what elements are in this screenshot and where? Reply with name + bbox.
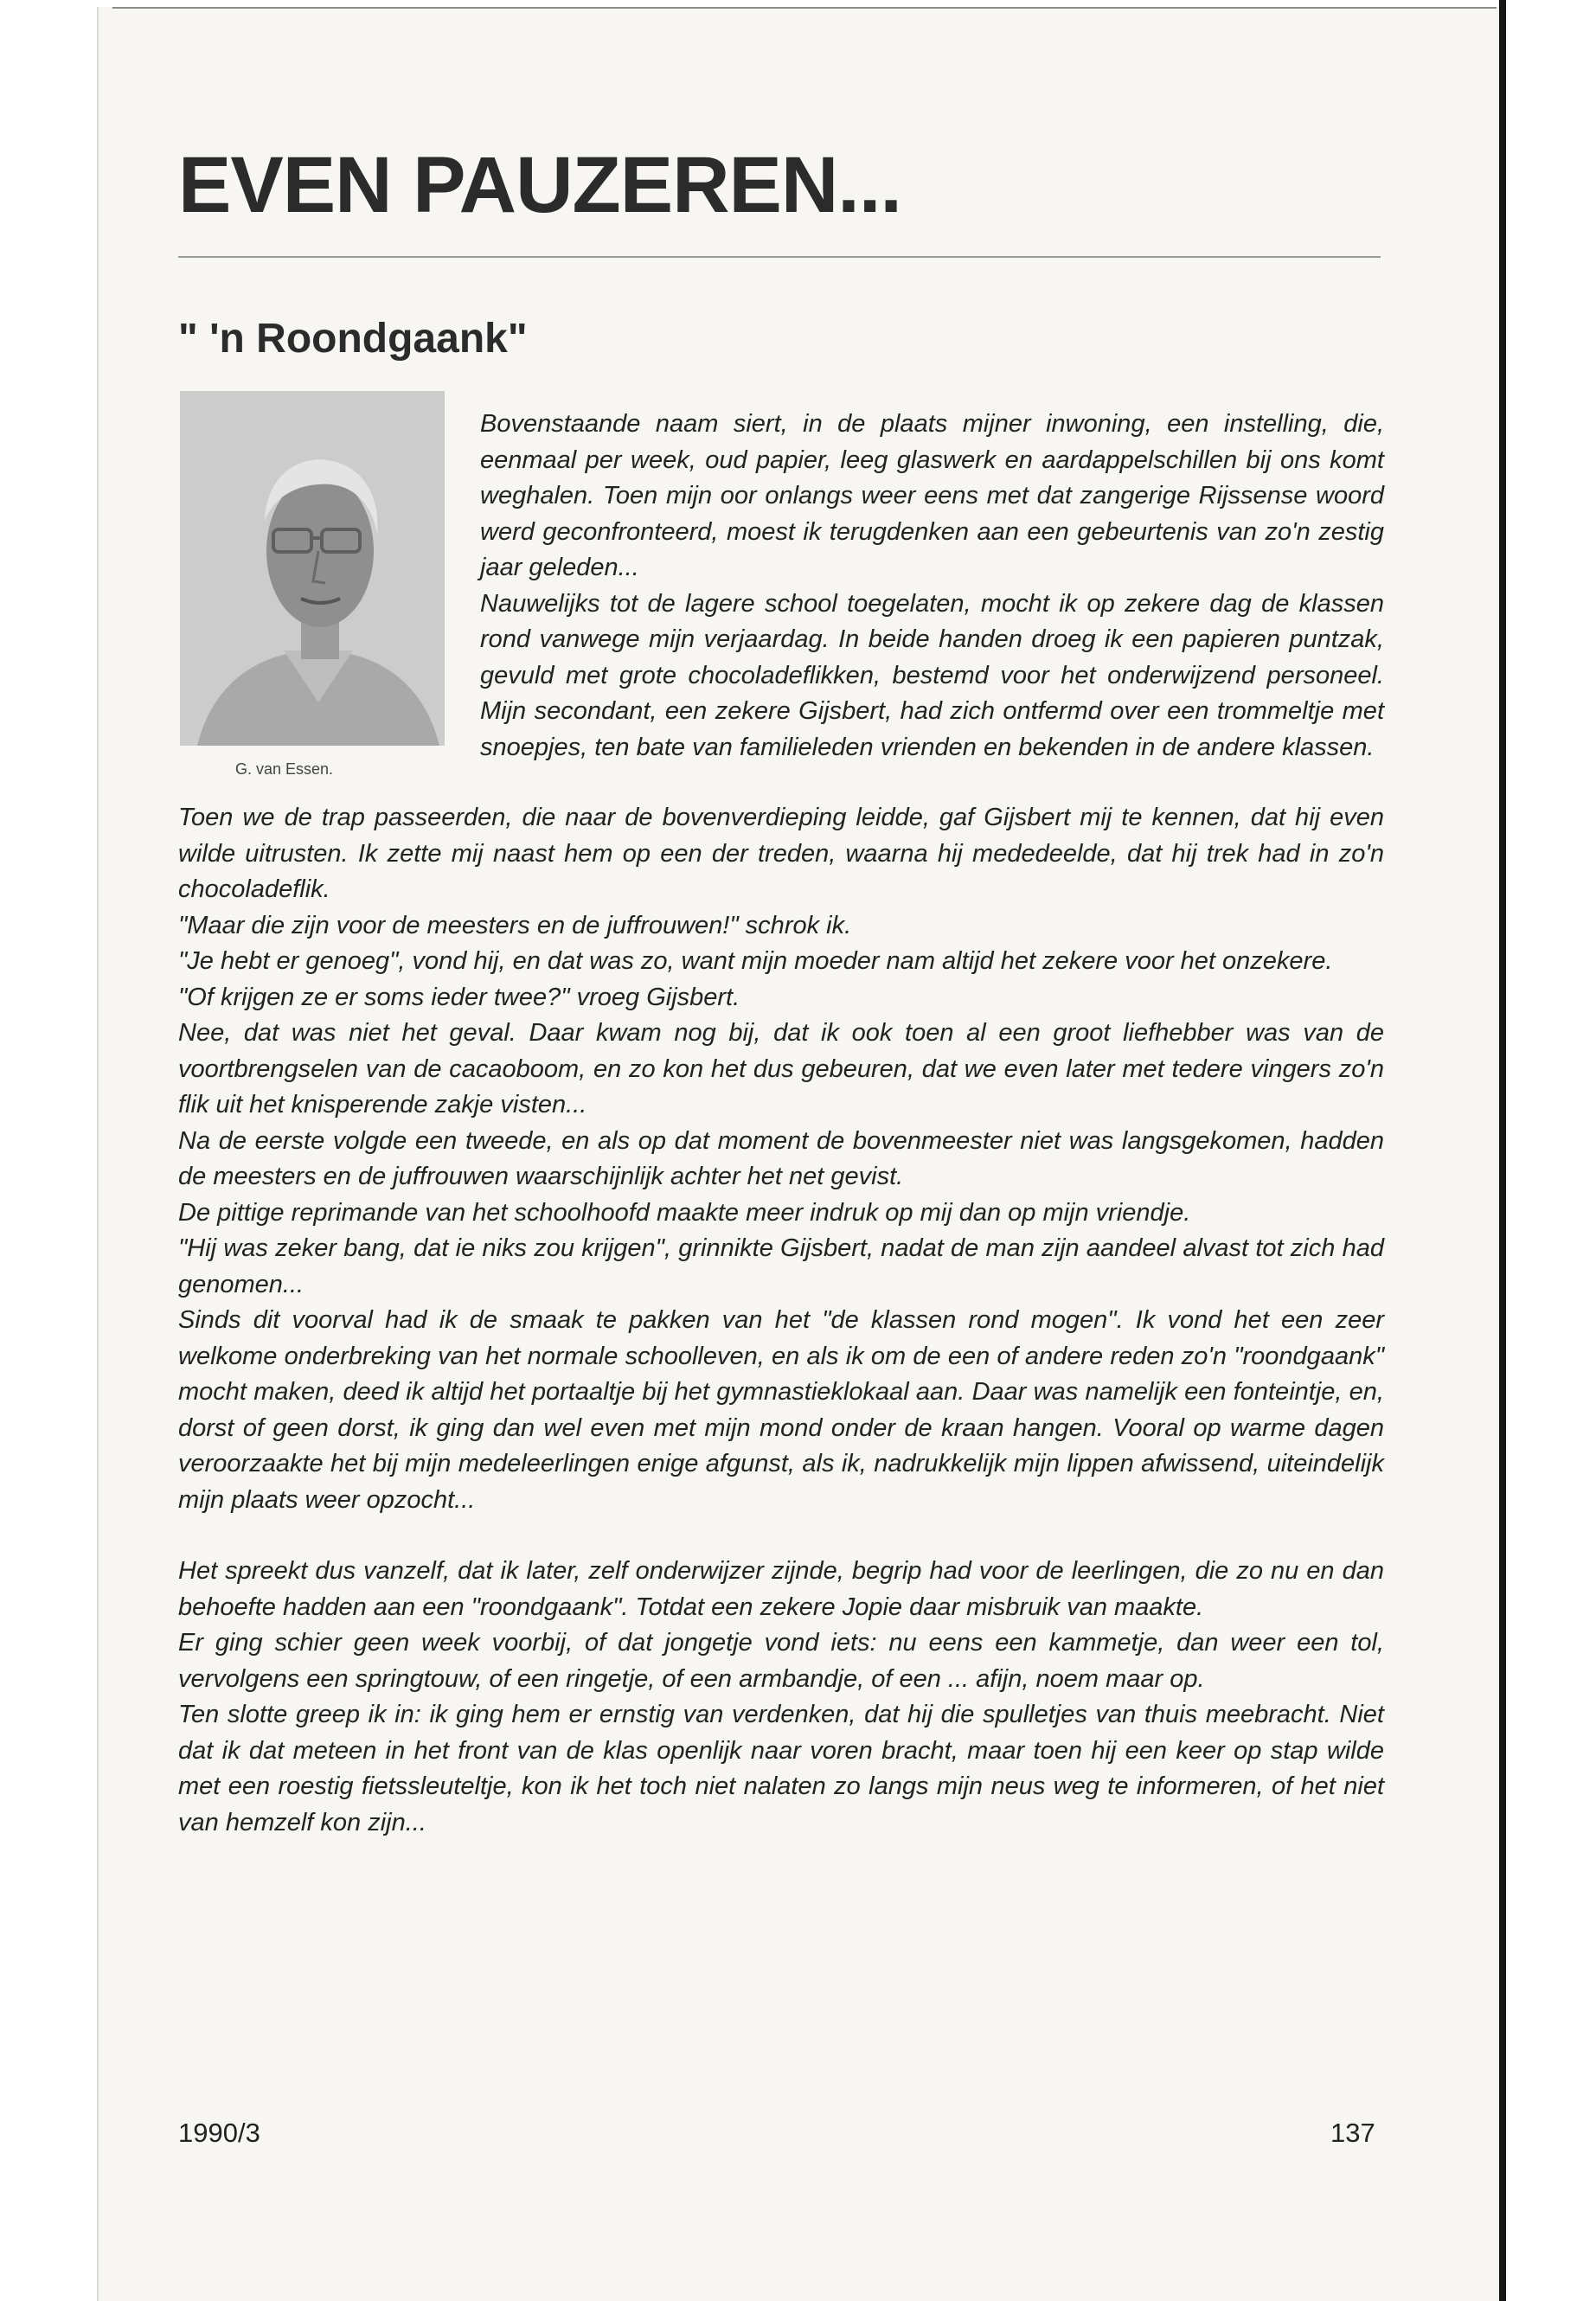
title-divider <box>178 256 1381 258</box>
author-portrait <box>180 391 445 746</box>
paragraph: "Je hebt er genoeg", vond hij, en dat was zo, want mijn moeder nam altijd het zekere voor het onzekere. <box>178 947 1333 975</box>
paragraph: Toen we de trap passeerden, die naar de bovenverdieping leidde, gaf Gijsbert mij te kennen, dat hij even wilde uitrusten. Ik zette mij naast hem op een der treden, waarna hij mededeelde, dat hij trek had in zo'n chocoladeflik. <box>178 804 1384 903</box>
paragraph: De pittige reprimande van het schoolhoofd maakte meer indruk op mij dan op mijn vriendje. <box>178 1198 1191 1227</box>
issue-number: 1990/3 <box>178 2118 260 2148</box>
paragraph: Er ging schier geen week voorbij, of dat jongetje vond iets: nu eens een kammetje, dan weer een tol, vervolgens een springtouw, of een ringetje, of een armbandje, of een ... afijn, noem maar op. <box>178 1629 1384 1693</box>
paragraph: Nee, dat was niet het geval. Daar kwam nog bij, dat ik ook toen al een groot liefhebber was van de voortbrengselen van de cacaoboom, en zo kon het dus gebeuren, dat we even later met tedere vingers zo'n flik uit het knisperende zakje visten... <box>178 1019 1384 1118</box>
page-title: EVEN PAUZEREN... <box>178 141 901 229</box>
right-edge-bar <box>1499 0 1506 2301</box>
portrait-illustration <box>180 391 445 746</box>
article-body <box>178 800 1384 1841</box>
paragraph: Het spreekt dus vanzelf, dat ik later, zelf onderwijzer zijnde, begrip had voor de leerlingen, die zo nu en dan behoefte hadden aan een "roondgaank". Totdat een zekere Jopie daar misbruik van maakte. <box>178 1557 1384 1621</box>
paragraph: Nauwelijks tot de lagere school toegelaten, mocht ik op zekere dag de klassen rond vanwege mijn verjaardag. In beide handen droeg ik een papieren puntzak, gevuld met grote chocoladeflikken, bestemd voor het onderwijzend personeel. Mijn secondant, een zekere Gijsbert, had zich ontfermd over een trommeltje met snoepjes, ten bate van familieleden vrienden en bekenden in de andere klassen. <box>480 589 1384 761</box>
paragraph: Sinds dit voorval had ik de smaak te pakken van het "de klassen rond mogen". Ik vond het een zeer welkome onderbreking van het normale schoolleven, en als ik om de een of andere reden zo'n "roondgaank" mocht maken, deed ik altijd het portaaltje bij het gymnastieklokaal aan. Daar was namelijk een fonteintje, en, dorst of geen dorst, ik ging dan wel even met mijn mond onder de kraan hangen. Vooral op warme dagen veroorzaakte het bij mijn medeleerlingen enige afgunst, als ik, nadrukkelijk mijn lippen afwissend, uiteindelijk mijn plaats weer opzocht... <box>178 1306 1384 1514</box>
photo-caption: G. van Essen. <box>235 760 334 778</box>
page-number: 137 <box>1330 2118 1375 2148</box>
paragraph: "Hij was zeker bang, dat ie niks zou krijgen", grinnikte Gijsbert, nadat de man zijn aandeel alvast tot zich had genomen... <box>178 1234 1384 1298</box>
paragraph: Ten slotte greep ik in: ik ging hem er ernstig van verdenken, dat hij die spulletjes van thuis meebracht. Niet dat ik dat meteen in het front van de klas openlijk naar voren bracht, maar toen hij een keer op stap wilde met een roestig fietssleuteltje, kon ik het toch niet nalaten zo langs mijn neus weg te informeren, of het niet van hemzelf kon zijn... <box>178 1701 1384 1836</box>
top-edge-line <box>112 7 1497 9</box>
article-subtitle: " 'n Roondgaank" <box>178 316 528 362</box>
intro-text <box>480 407 1384 766</box>
paragraph: "Of krijgen ze er soms ieder twee?" vroeg Gijsbert. <box>178 983 740 1011</box>
paragraph: Na de eerste volgde een tweede, en als op dat moment de bovenmeester niet was langsgekomen, hadden de meesters en de juffrouwen waarschijnlijk achter het net gevist. <box>178 1126 1384 1190</box>
paragraph: Bovenstaande naam siert, in de plaats mijner inwoning, een instelling, die, eenmaal per week, oud papier, leeg glaswerk en aardappelschillen bij ons komt weghalen. Toen mijn oor onlangs weer eens met dat zangerige Rijssense woord werd geconfronteerd, moest ik terugdenken aan een gebeurtenis van zo'n zestig jaar geleden... <box>480 410 1384 581</box>
paragraph: "Maar die zijn voor de meesters en de juffrouwen!" schrok ik. <box>178 911 852 939</box>
